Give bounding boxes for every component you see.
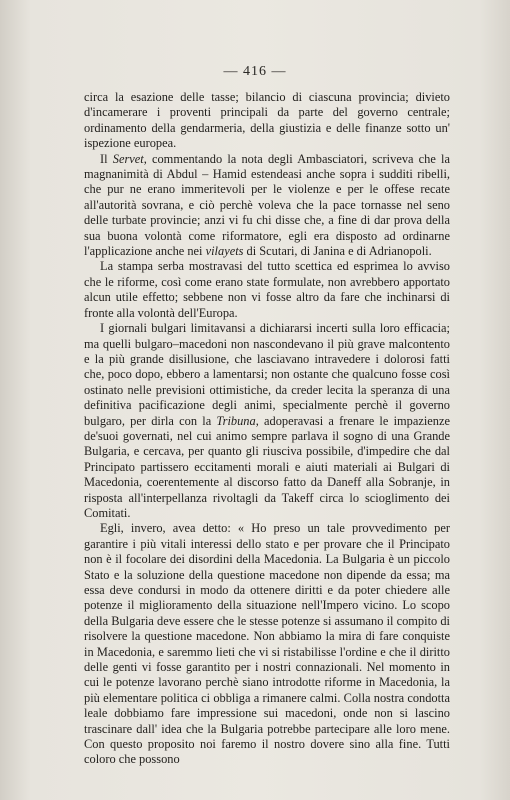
page-number: — 416 —	[223, 64, 287, 79]
italic-text: Tribuna	[216, 413, 256, 428]
paragraph	[84, 259, 450, 321]
paragraph-text: La stampa serba mostravasi del tutto scettica ed esprimea lo avviso che le riforme, così come erano state formulate, non avrebbero apportato alcun utile effetto; sebbene non vi fosse altro da fare che inchinarsi di fronte alla volontà dell'Europa.	[84, 259, 450, 320]
paragraph	[84, 152, 450, 260]
paragraph-text: Il	[100, 151, 113, 166]
paragraph	[84, 521, 450, 768]
paragraph-text: Egli, invero, avea detto: « Ho preso un tale provvedimento per garantire i più vitali interessi dello stato e per provare che il Principato non è il focolare dei disordini della Macedonia. La Bulgaria è un piccolo Stato e la soluzione della questione macedone non dipende da essa; ma essa deve condursi in modo da ottenere diritti e da poter chiedere alle potenze il miglioramento della situazione nell'Impero vicino. Lo scopo della Bulgaria deve essere che le stesse potenze si assumano il compito di risolvere la questione macedone. Non abbiamo la mira di fare conquiste in Macedonia, e saremmo lieti che vi si ristabilisse l'ordine e che il diritto delle genti vi fosse garantito per i nostri connazionali. Nel momento in cui le potenze lavorano perchè siano introdotte riforme in Macedonia, la più elementare politica ci obbliga a rimanere calmi. Colla nostra condotta leale dobbiamo fare impressione sui macedoni, onde non si lascino trascinare dall' idea che la Bulgaria potrebbe partecipare alle loro mene. Con questo proposito noi faremo il nostro dovere sino alla fine. Tutti coloro che possono	[84, 521, 450, 767]
paragraph-text: , adoperavasi a frenare le impazienze de'suoi governati, nel cui animo sempre parlava il sogno di una Grande Bulgaria, e cercava, per quanto gli riusciva possibile, d'impedire che dal Principato partissero eccitamenti morali e aiuti materiali ai Bulgari di Macedonia, coerentemente al discorso fatto da Daneff alla Sobranje, in risposta all'interpellanza rivoltagli da Takeff circa lo scioglimento dei Comitati.	[84, 413, 450, 520]
paragraph-text: , commentando la nota degli Ambasciatori, scriveva che la magnanimità di Abdul – Hamid estendeasi anche sopra i sudditi ribelli, che pur ne erano immeritevoli per le violenze e per le offese recate all'autorità sovrana, e ciò perchè voleva che la pace tornasse nel seno delle turbate provincie; anzi vi fu chi disse che, a fine di dar prova della sua buona volontà come riformatore, egli era disposto ad ordinarne l'applicazione anche nei	[84, 151, 450, 259]
body-text	[84, 90, 450, 768]
italic-text: Servet	[112, 151, 144, 166]
paragraph-text: circa la esazione delle tasse; bilancio di ciascuna provincia; divieto d'incamerare i proventi principali da parte del governo centrale; ordinamento della gendarmeria, della giustizia e delle finanze sotto un' ispezione europea.	[84, 90, 450, 151]
paragraph-text: I giornali bulgari limitavansi a dichiararsi incerti sulla loro efficacia; ma quelli bulgaro–macedoni non nascondevano il più grave malcontento e la più grande disillusione, che lasciavano intravedere i dolorosi fatti che, poco dopo, ebbero a lamentarsi; non ostante che qualcuno fosse così ostinato nelle previsioni ottimistiche, da creder lecita la speranza di una definitiva pacificazione degli animi, specialmente perchè il governo bulgaro, per dirla con la	[84, 321, 450, 428]
italic-text: vilayets	[205, 244, 244, 259]
paragraph	[84, 321, 450, 521]
paragraph-text: di Scutari, di Janina e di Adrianopoli.	[243, 244, 432, 259]
paragraph	[84, 90, 450, 152]
